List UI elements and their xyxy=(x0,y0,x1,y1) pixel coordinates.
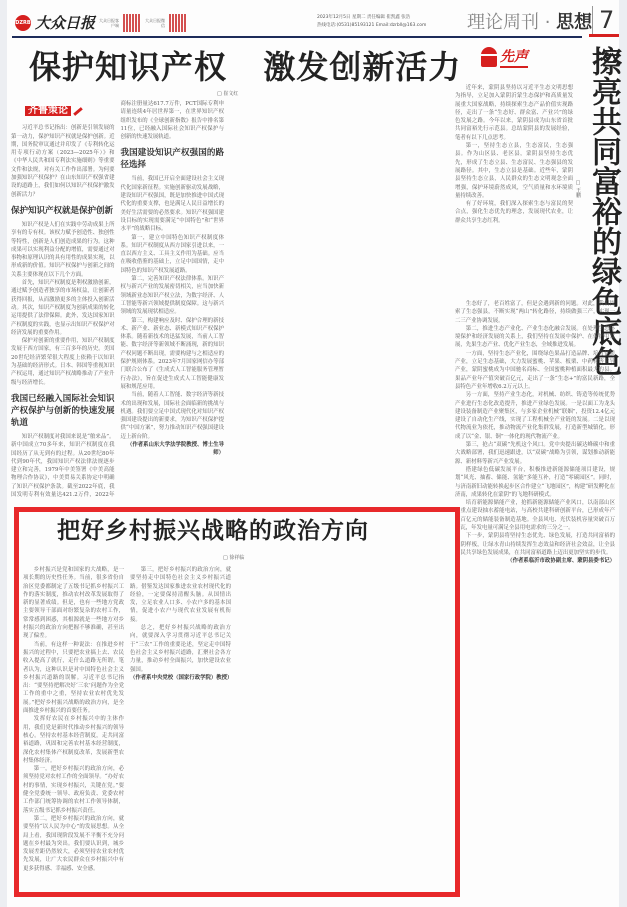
paragraph: 第三，构建响应及时、保护合理的新技术、新产业、新业态、新模式知识产权保护体系。随着新技术的迅猛发展，当前人工智能、数字经济等新领域不断涌现，新的知识产权问题不断出现，需要构建与之相适应的保护规则体系。2023年7月国家网信办等部门联合公布了《生成式人工智能服务管理暂行办法》，旨在促进生成式人工智能健康发展和规范应用。 xyxy=(120,317,224,390)
section-subhead: 我国已经融入国际社会知识产权保护与创新的快速发展轨道 xyxy=(11,393,115,428)
paragraph: 发挥好农民在乡村振兴中的主体作用，我们党是新时代推动乡村振兴的领导核心。坚持农村基本经营制度，走共同富裕道路，巩固和完善农村基本经营制度，深化农村集体产权制度改革，发展新型农村集体经济。 xyxy=(23,716,124,764)
paragraph: 首先，知识产权制度是利权激励创新，通过赋予创造者独享的市场权益，让创新者获得回报，从而激励更多的主体投入创新活动。其次，知识产权制度为创新成果的转化运用提供了法律保障。此外，发达国家知识产权制度的实践，也显示出知识产权保护对经济发展的重要作用。 xyxy=(11,280,115,336)
top-article-title: 保护知识产权 激发创新活力 xyxy=(29,48,462,86)
podium-icon xyxy=(481,47,497,67)
bottom-article-body xyxy=(23,566,445,882)
paragraph: 生态好了，老百姓富了，但是会遇到新的问题。对此，我们探索了生态强县，不断实现“两山”转化路径，持续做强三产，实现一二三产业协调发展。 xyxy=(455,301,615,324)
side-article-body-upper xyxy=(455,84,573,300)
pen-stroke-icon xyxy=(73,107,83,116)
contact-line: 热线电话:(0531)85193121 Email:dzrbll@163.com xyxy=(317,23,427,28)
author-note: （作者系山东大学法学院教授、博士生导师） xyxy=(126,441,224,457)
bottom-article-title: 把好乡村振兴战略的政治方向 xyxy=(57,518,369,544)
paragraph: 知识产权是人们在实践中劳动成果上所享有的专有权。该权力赋予创造性、独创性等特性，创新是人们创造成果的行为。这种成果可以实现利益分配的增值，需要通过对事物和原理认识的具有用性的成果实现，以形成新的价值。知识产权保护与创新之间的关系主要体现在以下几个方面。 xyxy=(11,221,115,278)
paragraph: 保护对创新的重要作用，知识产权制度发展于西方国家，有三百多年的历史。美国20世纪经济繁荣很大程度上依赖于以知识为基础的经济形式。日本、韩国等重视知识产权运用，通过知识产权战略推动了产业升级与经济增长。 xyxy=(11,338,115,386)
paragraph: 另一方面，坚持产业生态化，对机械、纺织、铸造等传统优势产业进行生态化改造提升，推进产业绿色发展。一是以面工为龙头建设装备制造产业聚集区，与多家企业机械“联姻”，投资12.4亿元建设了自动化生产线，实现了工程机械全产业链的发展。二是以现代物流业为依托，推动物流产业化集群发展，打造新型城镇化，形成了以“金、银、铜”一体化的现代物流产业。 xyxy=(455,392,615,440)
paragraph: 第一，坚持生态立县，生态富民，生态强县。作为山区县、老区县，蒙阴县坚持生态优先，形成了生态立县、生态富民、生态强县的发展路径。其中，生态立县是基础。近些年，蒙阴县坚持生态立县，人民群众的生态文明观念全面增强，保护环境蔚然成风，空气质量和水环境质量持续改善。 xyxy=(455,143,573,199)
section-title: 理论周刊 · 思想 xyxy=(467,12,593,33)
section-name: 理论周刊 xyxy=(467,12,539,33)
paragraph: 第三，把好乡村振兴的政治方向，就要坚持走中国特色社会主义乡村振兴道路。借鉴发达国家推进农业农村现代化的经验，一定要保持清醒头脑。从国情出发，立足农业人口多、小农户多的基本国情，促进小农户与现代农业发展有机衔接。 xyxy=(130,567,231,623)
logo-text: 大众日报 xyxy=(35,14,96,32)
page-number-bar xyxy=(589,34,619,37)
paragraph: 总之，把好乡村振兴战略的政治方向，就要深入学习贯彻习近平总书记关于“三农”工作的重要论述，坚定走中国特色社会主义乡村振兴道路，汇聚社会各方力量，推动乡村全面振兴，加快建设农业强国。 xyxy=(130,625,231,673)
paragraph: 有了好环境，我们深入探索生态与富民的契合点，强化生态优先的理念，发展现代农业，让群众共享生态红利。 xyxy=(455,201,573,224)
paragraph: 知识产权制度对我国来说是“舶来品”。新中国成立70多年来，知识产权制度在我国经历了从无到有的过程。从20世纪80年代到90年代，我国知识产权法律法规逐步建立和完善，1979年中美签署《中美高能物理合作协议》，中美贸易关系协定中明确了知识产权保护条款。截至2022年底，我国发明专利有效量达421.2万件，2022年商标注册量达617.7万件，PCT国际专利申请量连续4年居世界第一，在世界知识产权组织发布的《全球创新指数》报告中排名第11位，已经融入国际社会知识产权保护与创新的快速发展轨道。 xyxy=(11,101,224,498)
newspaper-page xyxy=(7,0,619,907)
paragraph: 习近平总书记指出：创新是引领发展的第一动力，保护知识产权就是保护创新。近期，国务院审议通过并印发了《专利转化运用专项行动方案（2023—2025年）》和《中华人民共和国专利法实施细则》等重要文件和法规，对有关工作作出部署。为何要加强知识产权保护？在山东知识产权强省建设的道路上，我们如何以知识产权保护激发创新活力？ xyxy=(11,125,115,198)
side-article-body-lower xyxy=(455,300,615,865)
section-subhead: 保护知识产权就是保护创新 xyxy=(11,205,114,216)
bottom-article-byline: □ 徐祥临 xyxy=(223,555,245,561)
author-note: （作者系中央党校（国家行政学院）教授） xyxy=(130,674,233,681)
section-subhead: 我国建设知识产权强国的路径选择 xyxy=(120,148,224,171)
section-sub: 思想 xyxy=(556,12,593,33)
date-line: 2023年12月5日 星期二 责任编辑 崔凯鑫 张浩 xyxy=(317,15,411,20)
paragraph: 第二，把好乡村振兴的政治方向，就要坚持“以人民为中心”的发展思想。从全局上看，我国现阶段发展不平衡不充分问题在乡村最为突出。我们要认识到，城乡发展差距仍然较大，必须坚持农业农村优先发展，让广大农民群众在乡村振兴中有更多获得感、幸福感、安全感。 xyxy=(23,815,124,872)
paragraph: 当前，有这样一种说法：在推进乡村振兴的过程中，只要把农业搞上去、农民收入提高了就行，走什么道路无所谓。笔者认为，这种认识是对中国特色社会主义乡村振兴道路的误解。习近平总书记指出：“要坚持把解决好‘三农’问题作为全党工作的重中之重，坚持农业农村优先发展。”把好乡村振兴战略的政治方向，是全面推进乡村振兴的首要任务。 xyxy=(23,641,124,715)
paragraph: 下一步，蒙阴县将坚持生态优先、绿色发展，打造共同富裕的蒙阴样板，让绿水青山持续发挥生态效益和经济社会效益，让全县人民共享绿色发展成果，在共同富裕道路上迈出更加坚实的步伐。 xyxy=(455,533,615,556)
top-article-body xyxy=(11,100,443,500)
paragraph: 近年来，蒙阴县坚持以习近平生态文明思想为指导，立足加入蒙阴沂蒙生态保护和高质量发展重大国家战略，持续探索生态产品价值实现路径，走出了一条“生态好、群众富、产业兴”的绿色发展之路。今年以来，蒙阴县成为山东省首批共同富裕先行示范县。总结蒙阴县的发展经验，笔者有以下几点思考。 xyxy=(455,85,573,141)
paragraph: 第一，建立中国特色知识产权制度体系。知识产权制度从西方国家引进以来，一直以西方主义、工具主义作用为基础。应当在吸收借鉴的基础上，立足中国国情，走中国特色的知识产权发展道路。 xyxy=(120,234,224,274)
masthead-rule xyxy=(12,36,582,38)
paragraph: 第一，把好乡村振兴的政治方向，必须坚持党对农村工作的全面领导。“办好农村的事情，实现乡村振兴，关键在党。”要健全党委统一领导、政府负责、党委农村工作部门统筹协调的农村工作领导体制，落实五级书记抓乡村振兴责任。 xyxy=(23,766,124,814)
paragraph: 第二，推进生态产业化、产业生态化融合发展。在处理生态环境保护和经济发展的关系上，我们坚持在发展中保护、在保护中发展，先果生态产业、优化产业生态，全域推进发展。 xyxy=(455,325,615,349)
paragraph: 第二，完善知识产权法律体系。知识产权与新兴产业的发展密切相关，应当加快新领域新业态知识产权立法，为数字经济、人工智能等新兴领域提供制度保障。这与新兴领域的发展现状相适应。 xyxy=(120,276,224,316)
paragraph: 乡村振兴是党和国家的大战略，是一项长期的历史性任务。当前，很多省份自治区党委都制定了五级书记抓乡村振兴工作的落实制度，推动农村改革发展取得了新的显著成绩。但是，也有一些地方党政主要领导干部面对纷繁复杂的农村工作，常常感到困惑，其根源就是一些地方对乡村振兴的政治方向把握不够准确，甚至出现了偏差。 xyxy=(23,567,124,640)
logo-mark-icon: DZRB xyxy=(15,15,31,31)
qr-code-icon xyxy=(169,14,187,32)
side-article-byline: □ 王鹏 xyxy=(575,180,581,198)
paragraph: 一方面，坚持生态产业化，围绕绿色果品打造品牌、培育优质产业，立足生态基础，大力发展蜜桃、苹果、板栗、中药材等主导产业，蒙阴蜜桃成为中国驰名商标、全国蜜桃种植面积最大的县。果品产业年产值突破百亿元，走出了一条“生态+”的富民新路，全县特色产业年增收6.2万元以上。 xyxy=(455,350,615,390)
xiansheng-column-logo xyxy=(481,46,528,68)
masthead-logo xyxy=(15,12,187,33)
column-badge-text: 齐鲁策论 xyxy=(25,106,71,116)
side-article-title: 擦亮共同富裕的绿色底色 xyxy=(586,46,621,376)
masthead-meta xyxy=(317,14,426,30)
qr-label: 大众日报客户端 xyxy=(99,17,120,28)
top-article-byline: □ 崔文红 xyxy=(217,91,239,97)
author-note: （作者系临沂市政协副主席、蒙阴县委书记） xyxy=(507,558,615,565)
page-number: 7 xyxy=(592,6,614,34)
column-logo-text: 先声 xyxy=(500,46,528,68)
qr-code-icon xyxy=(123,14,141,32)
column-badge xyxy=(25,106,115,116)
paragraph: 培育新能源储能产业，抢抓新能源储能产业风口，以南部山区为重点建设抽水蓄能电站，与高校共建科研创新平台，已形成年产能百亿元的储能装备制造基地。全县风电、光伏装机容量突破百万千瓦，年发电量可满足全县用电需求的三分之一。 xyxy=(455,500,615,532)
paragraph: 当前，我国已开启全面建设社会主义现代化国家新征程。实施创新驱动发展战略，建设知识产权强国，既是加快推进中国式现代化的重要支撑，也是满足人民日益增长的美好生活需要的必然要求。知识产权强国建设目标的实现需要满足“中国特色”和“世界水平”的战略目标。 xyxy=(120,176,224,233)
qr-label: 大众日报微信 xyxy=(145,17,166,28)
paragraph: 第三，抢占“双碳”先机这个风口。党中央提出碳达峰碳中和重大战略部署，我们迅速跟进，以“双碳”战略为引领，谋划推动新能源、新材料等新兴产业发展。 xyxy=(455,442,615,465)
paragraph: 当前，随着人工智能、数字经济等新技术的出现和发展，国际社会面临新的挑战与机遇。我们要立足中国式现代化对知识产权强国建设提出的新要求，为知识产权保护提供“中国方案”，努力推动知识产权强国建设迈上新台阶。 xyxy=(120,392,224,440)
paragraph: 搭建绿色低碳发展平台，积极推进新能源储能项目建设，规划“风光、抽蓄、储能、氢能”多能互补，打造“零碳园区”。同时，与济南新旧动能转换起步区合作建立“飞地园区”，构建“研发孵化在济南，成果转化在蒙阴”的飞地科研模式。 xyxy=(455,466,615,498)
